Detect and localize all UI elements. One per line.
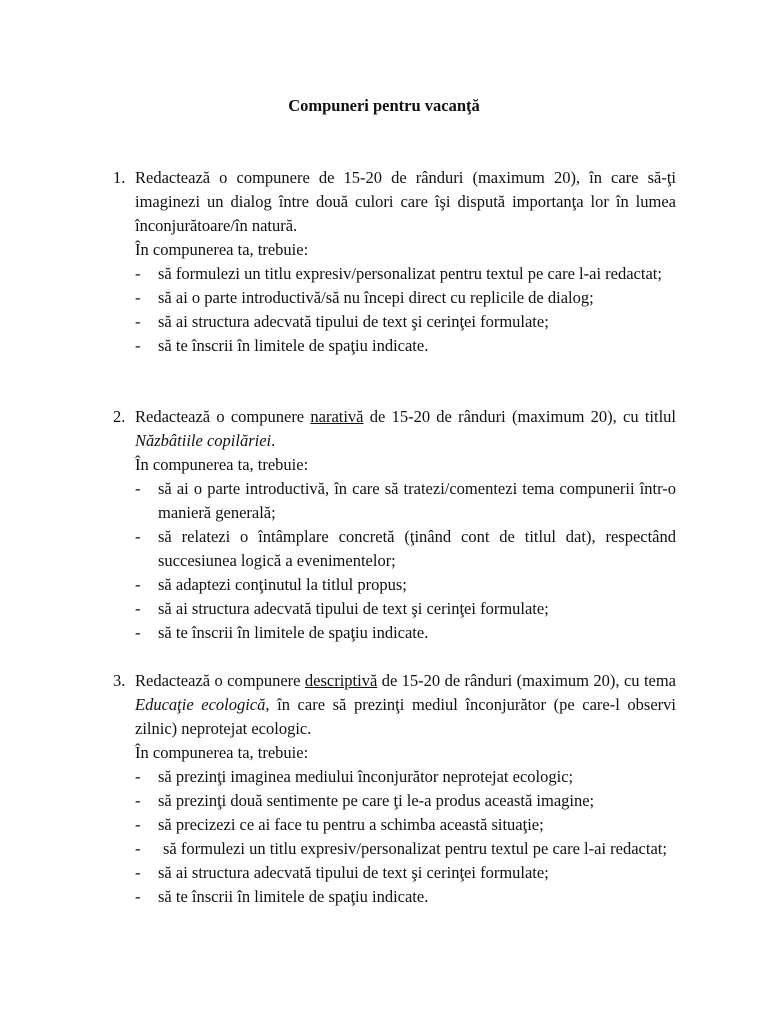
list-item: - să prezinţi două sentimente pe care ţi le-a produs această imagine;	[135, 791, 595, 810]
list-item: - să te înscrii în limitele de spaţiu indicate.	[135, 887, 429, 906]
task-intro: Redactează o compunere narativă de 15-20 de rânduri (maximum 20), cu titlul Năzbâtiile copilăriei.	[135, 407, 676, 450]
list-item: - să ai o parte introductivă/să nu începi direct cu replicile de dialog;	[135, 288, 594, 307]
task-body	[135, 669, 676, 765]
list-item: - să formulezi un titlu expresiv/personalizat pentru textul pe care l-ai redactat;	[135, 839, 667, 858]
essay-theme-italic: Educaţie ecologică	[135, 695, 266, 714]
task-intro	[135, 166, 676, 238]
list-item: - să ai structura adecvată tipului de text şi cerinţei formulate;	[135, 863, 549, 882]
task-intro: Redactează o compunere descriptivă de 15-20 de rânduri (maximum 20), cu tema Educaţie ecologică, în care să prezinţi mediul înconjurător (pe care-l observi zilnic) neprotejat ecologic.	[135, 671, 677, 738]
text-type-underlined: descriptivă	[304, 671, 378, 690]
list-item: - să prezinţi imaginea mediului înconjurător neprotejat ecologic;	[135, 767, 574, 786]
document-title: Compuneri pentru vacanţă	[288, 96, 480, 115]
task-lead: În compunerea ta, trebuie:	[135, 455, 309, 474]
list-item: - să precizezi ce ai face tu pentru a schimba această situaţie;	[135, 815, 544, 834]
task-number: 3.	[113, 671, 126, 690]
text-type-underlined: narativă	[310, 407, 364, 426]
requirements-list	[135, 262, 676, 358]
requirements-list	[135, 765, 676, 909]
task-number: 2.	[113, 407, 126, 426]
list-item: - să ai o parte introductivă, în care să tratezi/comentezi tema compunerii într-o manieră generală;	[135, 479, 676, 522]
task-body	[135, 405, 676, 477]
task-number: 1.	[113, 168, 126, 187]
task-body	[135, 166, 676, 262]
essay-title-italic: Năzbâtiile copilăriei	[135, 431, 272, 450]
list-item: - să adaptezi conţinutul la titlul propus;	[135, 575, 407, 594]
list-item: - să ai structura adecvată tipului de text şi cerinţei formulate;	[135, 312, 549, 331]
list-item: - să formulezi un titlu expresiv/personalizat pentru textul pe care l-ai redactat;	[135, 264, 662, 283]
task-lead: În compunerea ta, trebuie:	[135, 240, 309, 259]
task-lead: În compunerea ta, trebuie:	[135, 743, 309, 762]
list-item: - să te înscrii în limitele de spaţiu indicate.	[135, 623, 429, 642]
list-item: - să ai structura adecvată tipului de text şi cerinţei formulate;	[135, 599, 549, 618]
requirements-list	[135, 477, 676, 645]
intro-text: Redactează o compunere de 15-20 de rânduri (maximum 20), în care să-ţi imaginezi un dialog între două culori care îşi dispută importanţa lor în lumea înconjurătoare/în natură.	[135, 168, 676, 235]
list-item: - să te înscrii în limitele de spaţiu indicate.	[135, 336, 429, 355]
list-item: - să relatezi o întâmplare concretă (ţinând cont de titlul dat), respectând succesiunea logică a evenimentelor;	[135, 527, 676, 570]
